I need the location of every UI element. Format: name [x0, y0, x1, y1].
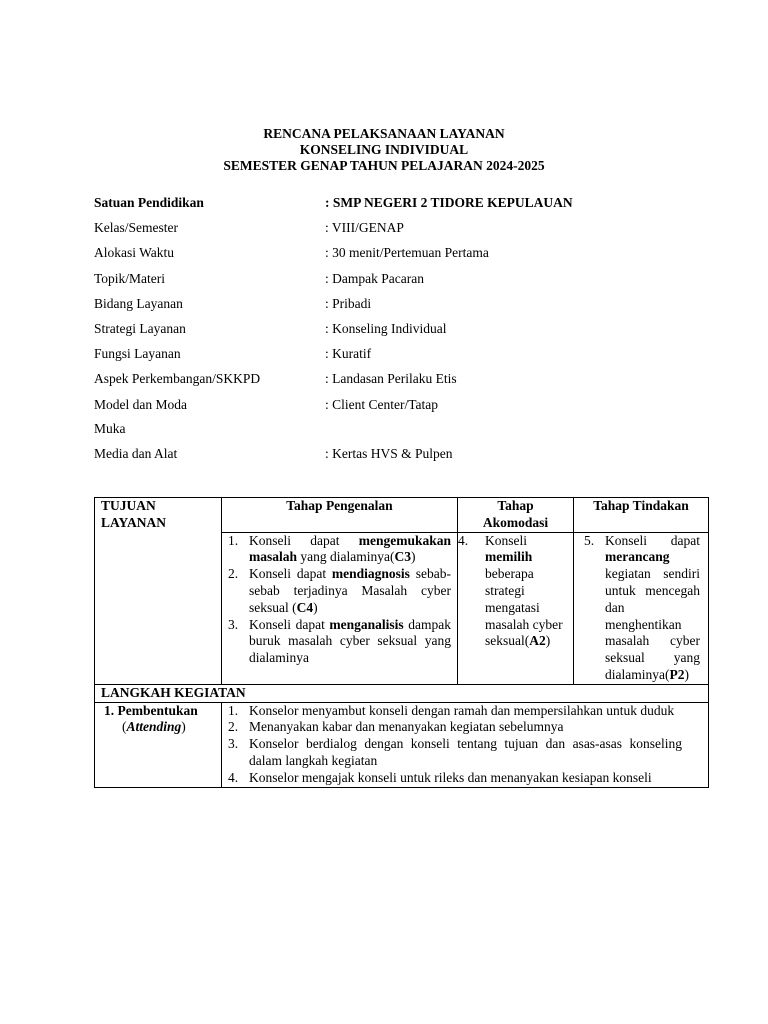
akomodasi-cell: [458, 532, 574, 684]
info-value: : Konseling Individual: [325, 320, 447, 336]
info-label: Aspek Perkembangan/SKKPD: [94, 371, 261, 387]
list-item: 1. Konseli dapat mengemukakan masalah yang dialaminya(C3): [228, 532, 451, 565]
table-header-row: [95, 498, 709, 533]
info-value: : 30 menit/Pertemuan Pertama: [325, 245, 489, 261]
tujuan-layanan-cell: [95, 498, 222, 685]
step-title: 1. Pembentukan: [104, 702, 198, 718]
info-label: Satuan Pendidikan: [94, 195, 204, 210]
info-row-media-alat: [94, 444, 714, 469]
info-row-model-moda: [94, 395, 714, 420]
info-label: Bidang Layanan: [94, 295, 183, 311]
tujuan-label-1: TUJUAN: [101, 498, 156, 513]
col-header-pengenalan: Tahap Pengenalan: [222, 498, 458, 533]
tujuan-label-2: LAYANAN: [101, 514, 167, 530]
info-block: [94, 193, 714, 469]
list-item: 3. Konseli dapat menganalisis dampak buruk masalah cyber seksual yang dialaminya: [228, 616, 451, 666]
langkah-kegiatan-row: [95, 684, 709, 702]
list-item: 3. Konselor berdialog dengan konseli tentang tujuan dan asas-asas konseling dalam langkah kegiatan: [228, 736, 682, 768]
pengenalan-cell: [222, 532, 458, 684]
document-title: [0, 126, 768, 174]
info-value: : Dampak Pacaran: [325, 270, 424, 286]
info-value: : VIII/GENAP: [325, 220, 404, 236]
col-header-tindakan: Tahap Tindakan: [574, 498, 709, 533]
info-value: : Kertas HVS & Pulpen: [325, 445, 453, 461]
tindakan-list: [584, 533, 700, 684]
step-subtitle: (Attending): [122, 719, 186, 735]
info-row-aspek-perkembangan: [94, 369, 714, 394]
step-activities-cell: [222, 702, 709, 787]
step-activities-list: [228, 703, 682, 787]
pengenalan-list: [228, 533, 451, 667]
title-line-1: RENCANA PELAKSANAAN LAYANAN: [263, 126, 505, 141]
info-row-muka: [94, 419, 714, 444]
akomodasi-list: [458, 533, 565, 651]
info-row-fungsi-layanan: [94, 344, 714, 369]
info-row-strategi-layanan: [94, 319, 714, 344]
info-label: Alokasi Waktu: [94, 245, 175, 261]
info-label: Fungsi Layanan: [94, 346, 181, 362]
list-item: 4. Konselor mengajak konseli untuk rileks dan menanyakan kesiapan konseli: [228, 769, 652, 785]
info-label: Muka: [94, 421, 126, 436]
info-label: Topik/Materi: [94, 270, 166, 286]
info-row-satuan-pendidikan: [94, 193, 714, 218]
info-row-kelas-semester: [94, 218, 714, 243]
rpl-table: [94, 497, 709, 788]
akomodasi-header-line-1: Tahap: [497, 498, 534, 513]
list-item: 4. Konseli memilih beberapa strategi mengatasi masalah cyber seksual(A2): [458, 532, 563, 649]
info-value: : Kuratif: [325, 346, 372, 362]
list-item: 1. Konselor menyambut konseli dengan ramah dan mempersilahkan untuk duduk: [228, 702, 675, 718]
step-label-cell: [95, 702, 222, 787]
title-line-2: KONSELING INDIVIDUAL: [299, 142, 469, 157]
list-item: 2. Konseli dapat mendiagnosis sebab-sebab terjadinya Masalah cyber seksual (C4): [228, 566, 452, 615]
tindakan-cell: [574, 532, 709, 684]
step-row-pembentukan: [95, 702, 709, 787]
info-label: Media dan Alat: [94, 445, 178, 461]
info-row-alokasi-waktu: [94, 243, 714, 268]
akomodasi-header-line-2: Akomodasi: [482, 514, 549, 530]
info-value: : SMP NEGERI 2 TIDORE KEPULAUAN: [325, 195, 573, 210]
info-value: : Client Center/Tatap: [325, 396, 439, 412]
info-row-bidang-layanan: [94, 294, 714, 319]
col-header-akomodasi: [458, 498, 574, 533]
list-item: 5. Konseli dapat merancang kegiatan sendiri untuk mencegah dan menghentikan masalah cyber seksual yang dialaminya(P2): [584, 532, 700, 682]
list-item: 2. Menanyakan kabar dan menanyakan kegiatan sebelumnya: [228, 719, 564, 735]
info-value: : Pribadi: [325, 295, 372, 311]
langkah-kegiatan-heading: LANGKAH KEGIATAN: [95, 684, 709, 702]
info-row-topik-materi: [94, 269, 714, 294]
title-line-3: SEMESTER GENAP TAHUN PELAJARAN 2024-2025: [223, 158, 545, 173]
info-label: Strategi Layanan: [94, 320, 186, 336]
info-label: Kelas/Semester: [94, 220, 178, 236]
info-label: Model dan Moda: [94, 396, 187, 412]
info-value: : Landasan Perilaku Etis: [325, 371, 457, 387]
